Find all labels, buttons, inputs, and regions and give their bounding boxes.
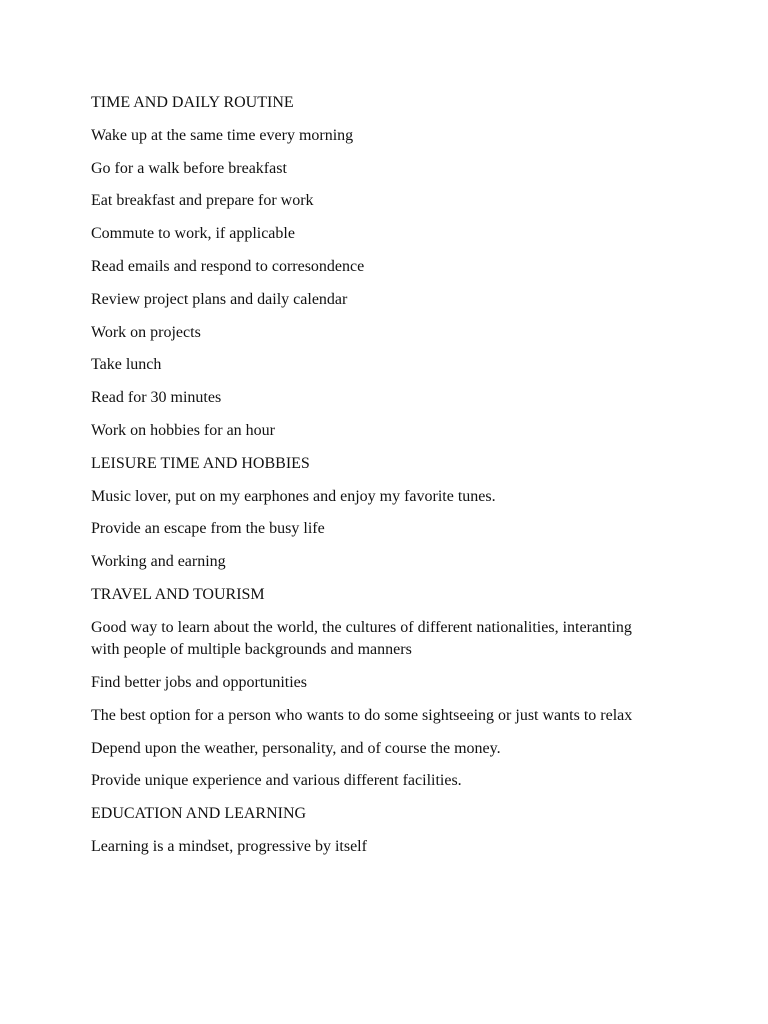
section-heading-education-and-learning: EDUCATION AND LEARNING [91,805,307,823]
text-line: Find better jobs and opportunities [91,674,307,692]
text-line: Take lunch [91,356,162,374]
text-paragraph: Good way to learn about the world, the cultures of different nationalities, interanting with people of multiple backgrounds and manners [91,618,632,659]
document-body [91,92,661,869]
text-line: Read for 30 minutes [91,389,222,407]
text-line: Go for a walk before breakfast [91,159,287,177]
text-line: Provide an escape from the busy life [91,520,325,538]
text-line: Working and earning [91,553,226,571]
text-line: Learning is a mindset, progressive by itself [91,838,367,856]
text-line: Wake up at the same time every morning [91,126,354,144]
section-heading-time-and-daily-routine: TIME AND DAILY ROUTINE [91,94,294,111]
text-line: Eat breakfast and prepare for work [91,192,314,210]
text-paragraph: The best option for a person who wants to do some sightseeing or just wants to relax [91,706,633,724]
text-line: Depend upon the weather, personality, and of course the money. [91,739,501,757]
text-line: Music lover, put on my earphones and enjoy my favorite tunes. [91,487,496,505]
text-line: Review project plans and daily calendar [91,290,348,308]
text-line: Read emails and respond to corresondence [91,257,365,275]
text-line: Work on projects [91,323,201,341]
section-heading-leisure-time-and-hobbies: LEISURE TIME AND HOBBIES [91,454,310,472]
text-line: Work on hobbies for an hour [91,421,276,439]
section-heading-travel-and-tourism: TRAVEL AND TOURISM [91,585,265,603]
text-line: Commute to work, if applicable [91,225,295,243]
text-line: Provide unique experience and various different facilities. [91,772,462,790]
